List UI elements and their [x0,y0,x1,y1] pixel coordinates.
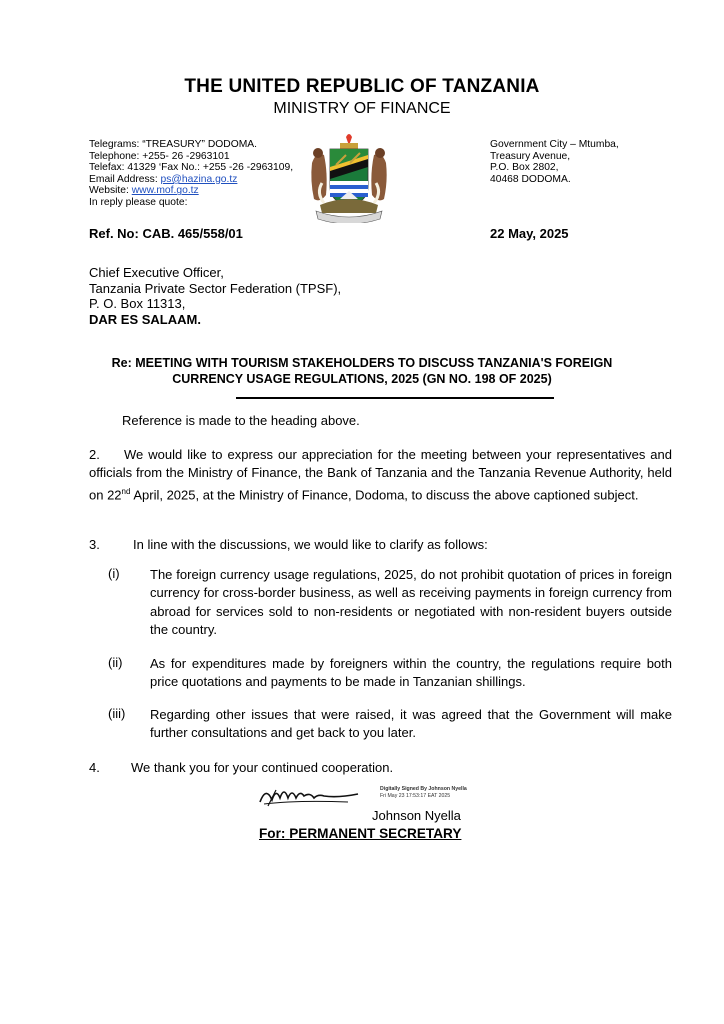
item-ii-number: (ii) [108,655,123,670]
letter-date: 22 May, 2025 [490,226,569,241]
subject-heading [82,355,642,387]
paragraph-1: Reference is made to the heading above. [122,413,360,428]
website-line [89,185,293,197]
subject-line-2: CURRENCY USAGE REGULATIONS, 2025 (GN NO. 198 OF 2025) [172,372,552,386]
letterhead-title: THE UNITED REPUBLIC OF TANZANIA [184,76,540,97]
address-line-3: P.O. Box 2802, [490,162,559,174]
paragraph-2-sup: nd [121,486,131,496]
email-link[interactable]: ps@hazina.go.tz [160,173,238,185]
paragraph-2-text-a: We would like to express our appreciation for the meeting between your representatives and officials from the Ministry of Finance, the Bank of Tanzania and the Tanzania Revenue Authority, held on 22 [89,447,672,503]
addressee-line-2: Tanzania Private Sector Federation (TPSF), [89,280,342,296]
paragraph-3-number: 3. [89,537,100,552]
item-i-text: The foreign currency usage regulations, 2025, do not prohibit quotation of prices in foreign currency for cross-border business, as well as receiving payments in foreign currency from abroad for services sold to non-residents or negotiated with non-resident buyers outside the country. [150,567,672,638]
signatory-name: Johnson Nyella [372,808,461,823]
item-i-number: (i) [108,566,120,581]
contact-left-block [89,139,293,209]
email-label: Email Address: [89,173,161,185]
paragraph-2 [89,446,672,505]
paragraph-3-text: In line with the discussions, we would like to clarify as follows: [133,537,488,552]
website-label: Website: [89,185,132,197]
website-link[interactable]: www.mof.go.tz [131,185,199,197]
paragraph-2-text-b: April, 2025, at the Ministry of Finance, Dodoma, to discuss the above captioned subject. [130,487,639,503]
paragraph-2-number: 2. [89,447,100,462]
handwritten-signature [258,780,364,810]
signatory-title [259,826,461,841]
permanent-secretary-label: PERMANENT SECRETARY [289,826,462,841]
addressee-line-3: P. O. Box 11313, [89,296,186,312]
item-iii-text: Regarding other issues that were raised, it was agreed that the Government will make further consultations and get back to you later. [150,707,672,741]
paragraph-3 [89,536,488,554]
address-line-4: 40468 DODOMA. [490,173,571,185]
for-label: For: [259,826,286,841]
ministry-name: MINISTRY OF FINANCE [273,100,451,117]
telegrams-line: Telegrams: “TREASURY” DODOMA. [89,139,258,150]
subject-underline [236,397,554,399]
paragraph-4 [89,760,393,775]
addressee-line-4: DAR ES SALAAM. [89,311,201,327]
addressee-line-1: Chief Executive Officer, [89,265,224,280]
contact-right-block [490,139,619,185]
digital-signature-line-1: Digitally Signed By Johnson Nyella [380,786,467,792]
reference-number: Ref. No: CAB. 465/558/01 [89,226,243,241]
telephone-line: Telephone: +255- 26 -2963101 [89,150,230,162]
paragraph-4-text: We thank you for your continued cooperation. [131,760,394,775]
coat-of-arms-emblem [306,133,392,223]
digital-signature-line-2: Fri May 23 17:53:17 EAT 2025 [380,793,451,799]
digital-signature-stamp [380,786,467,800]
address-line-2: Treasury Avenue, [490,150,571,162]
item-ii-text: As for expenditures made by foreigners within the country, the regulations require both price quotations and payments to be made in Tanzanian shillings. [150,656,672,690]
reply-line: In reply please quote: [89,196,188,208]
email-line [89,174,293,186]
addressee-block [89,265,341,327]
subject-line-1: Re: MEETING WITH TOURISM STAKEHOLDERS TO DISCUSS TANZANIA'S FOREIGN [111,356,613,370]
address-line-1: Government City – Mtumba, [490,139,619,150]
item-iii-number: (iii) [108,706,126,721]
paragraph-4-number: 4. [89,760,100,775]
telefax-line: Telefax: 41329 ‘Fax No.: +255 -26 -2963109, [89,162,294,174]
